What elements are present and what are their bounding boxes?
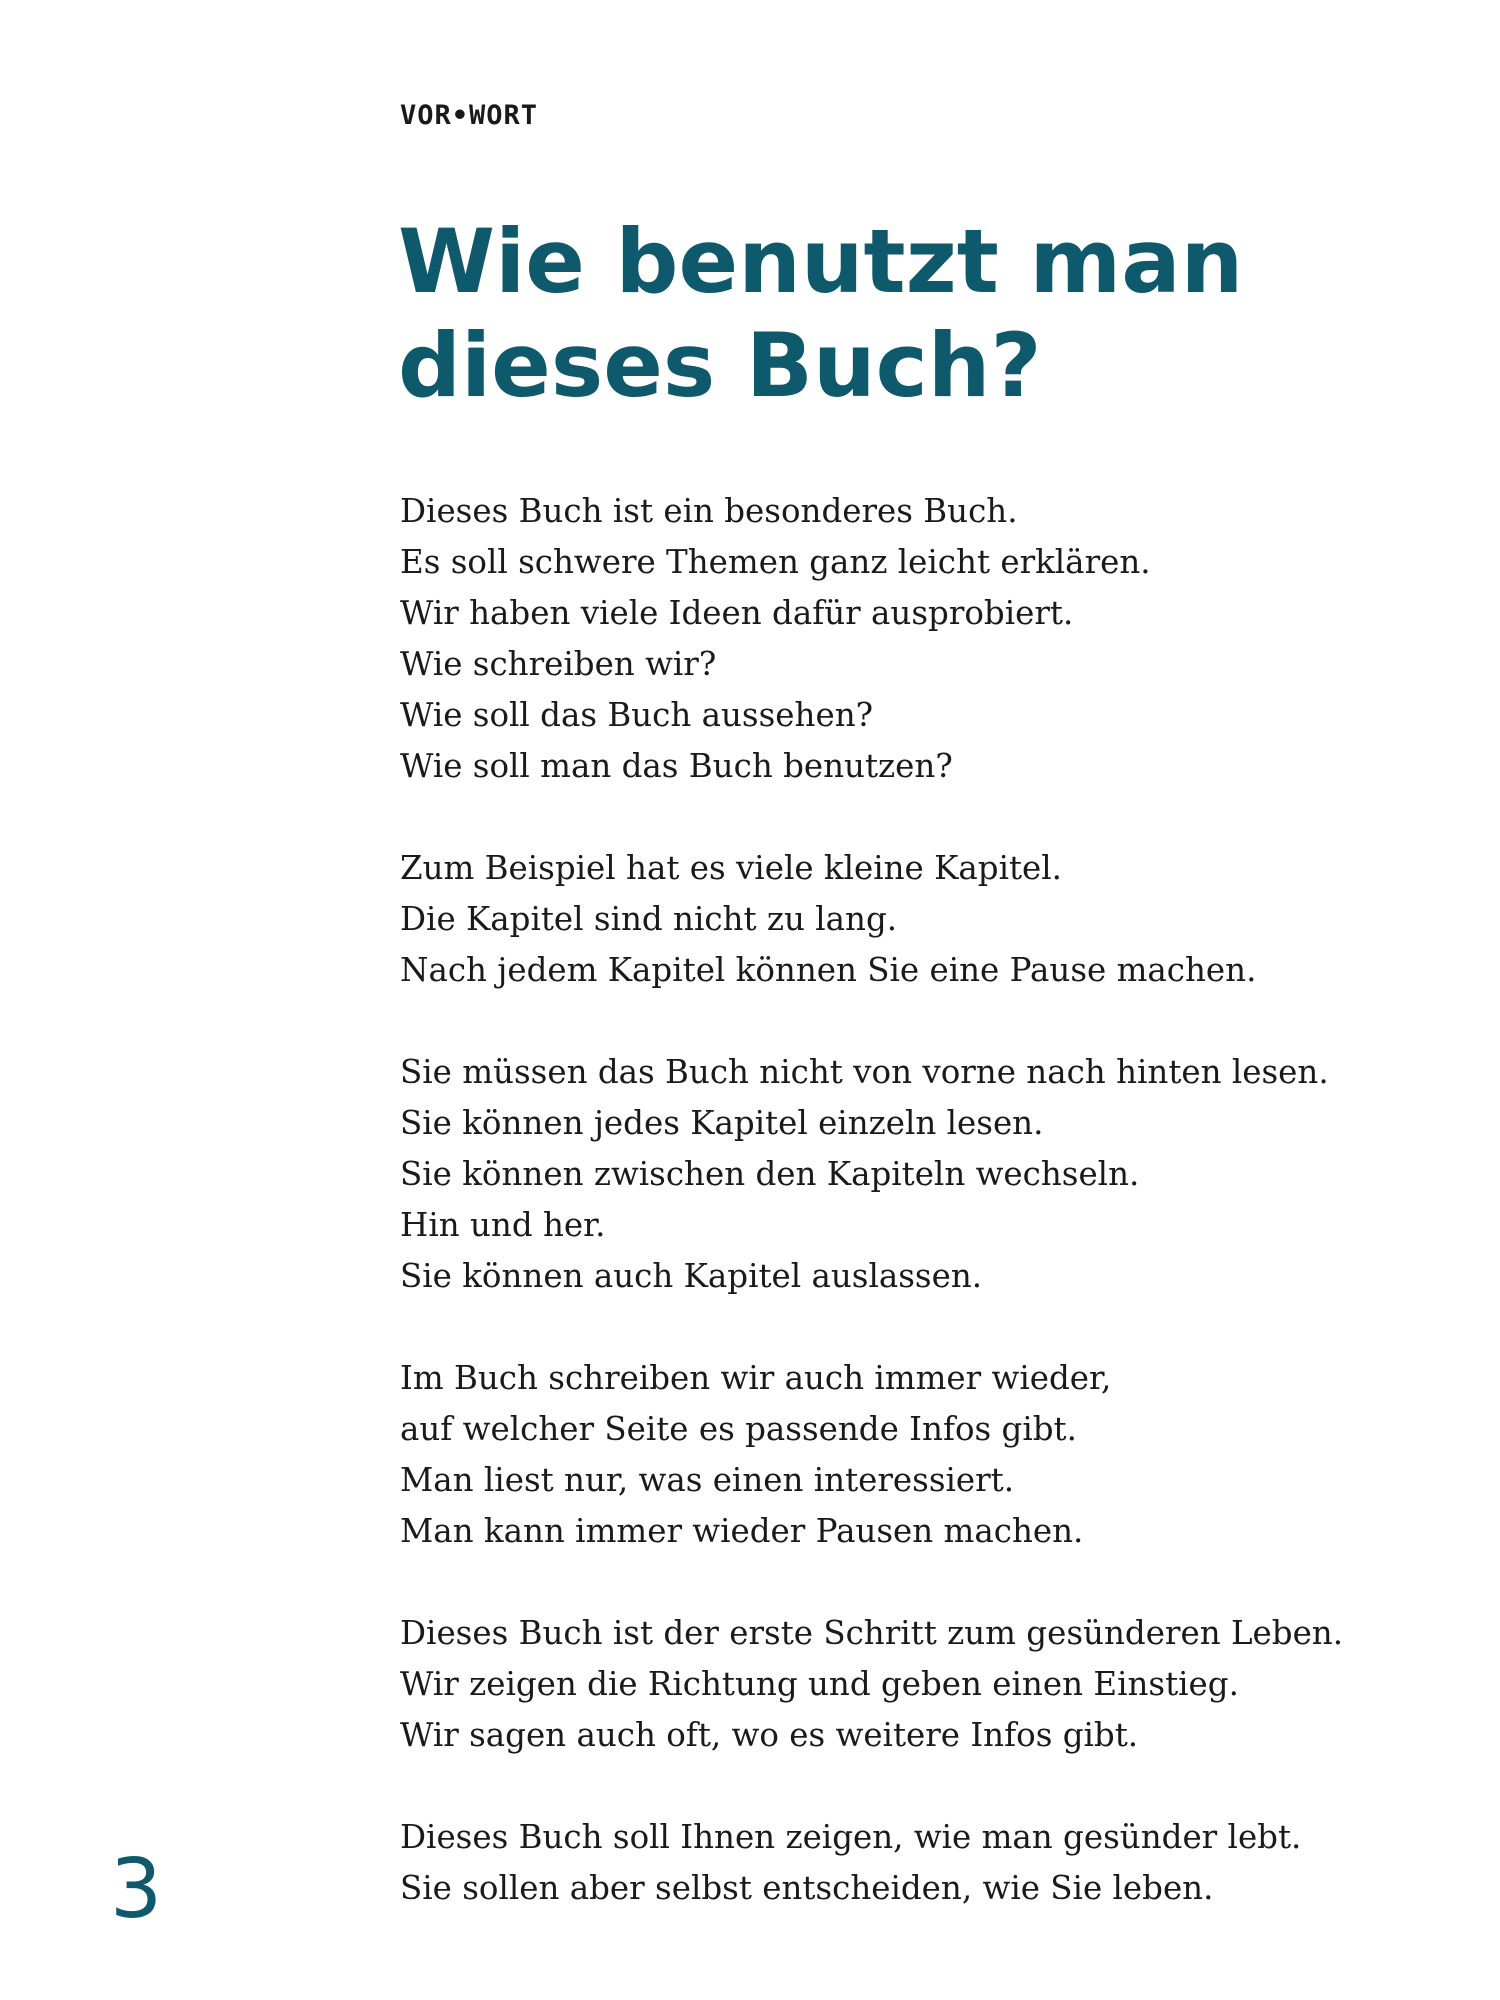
section-label: VOR•WORT [400, 100, 539, 131]
text-line: Sie müssen das Buch nicht von vorne nach hinten lesen. [400, 1053, 1329, 1091]
text-line: auf welcher Seite es passende Infos gibt. [400, 1410, 1077, 1448]
text-line: Hin und her. [400, 1206, 606, 1244]
body-text [400, 486, 1460, 1965]
text-line: Man kann immer wieder Pausen machen. [400, 1512, 1084, 1550]
text-line: Dieses Buch ist der erste Schritt zum gesünderen Leben. [400, 1614, 1344, 1652]
page-title [398, 210, 1398, 418]
paragraph-5 [400, 1608, 1460, 1761]
page-number: 3 [110, 1842, 163, 1937]
paragraph-1 [400, 486, 1460, 792]
page-title-line-2: dieses Buch? [398, 314, 1042, 417]
page-title-line-1: Wie benutzt man [398, 210, 1244, 313]
text-line: Sie können jedes Kapitel einzeln lesen. [400, 1104, 1044, 1142]
text-line: Dieses Buch ist ein besonderes Buch. [400, 492, 1018, 530]
text-line: Wir haben viele Ideen dafür ausprobiert. [400, 594, 1074, 632]
text-line: Sie sollen aber selbst entscheiden, wie Sie leben. [400, 1869, 1214, 1907]
paragraph-4 [400, 1353, 1460, 1557]
text-line: Wie soll das Buch aussehen? [400, 696, 874, 734]
text-line: Die Kapitel sind nicht zu lang. [400, 900, 898, 938]
text-line: Dieses Buch soll Ihnen zeigen, wie man gesünder lebt. [400, 1818, 1302, 1856]
text-line: Im Buch schreiben wir auch immer wieder, [400, 1359, 1112, 1397]
text-line: Es soll schwere Themen ganz leicht erklären. [400, 543, 1151, 581]
text-line: Nach jedem Kapitel können Sie eine Pause machen. [400, 951, 1257, 989]
paragraph-6 [400, 1812, 1460, 1914]
text-line: Wir zeigen die Richtung und geben einen Einstieg. [400, 1665, 1239, 1703]
text-line: Wie schreiben wir? [400, 645, 717, 683]
paragraph-3 [400, 1047, 1460, 1302]
text-line: Man liest nur, was einen interessiert. [400, 1461, 1015, 1499]
text-line: Wie soll man das Buch benutzen? [400, 747, 953, 785]
text-line: Zum Beispiel hat es viele kleine Kapitel. [400, 849, 1062, 887]
paragraph-2 [400, 843, 1460, 996]
text-line: Sie können auch Kapitel auslassen. [400, 1257, 983, 1295]
text-line: Sie können zwischen den Kapiteln wechseln. [400, 1155, 1140, 1193]
text-line: Wir sagen auch oft, wo es weitere Infos gibt. [400, 1716, 1139, 1754]
